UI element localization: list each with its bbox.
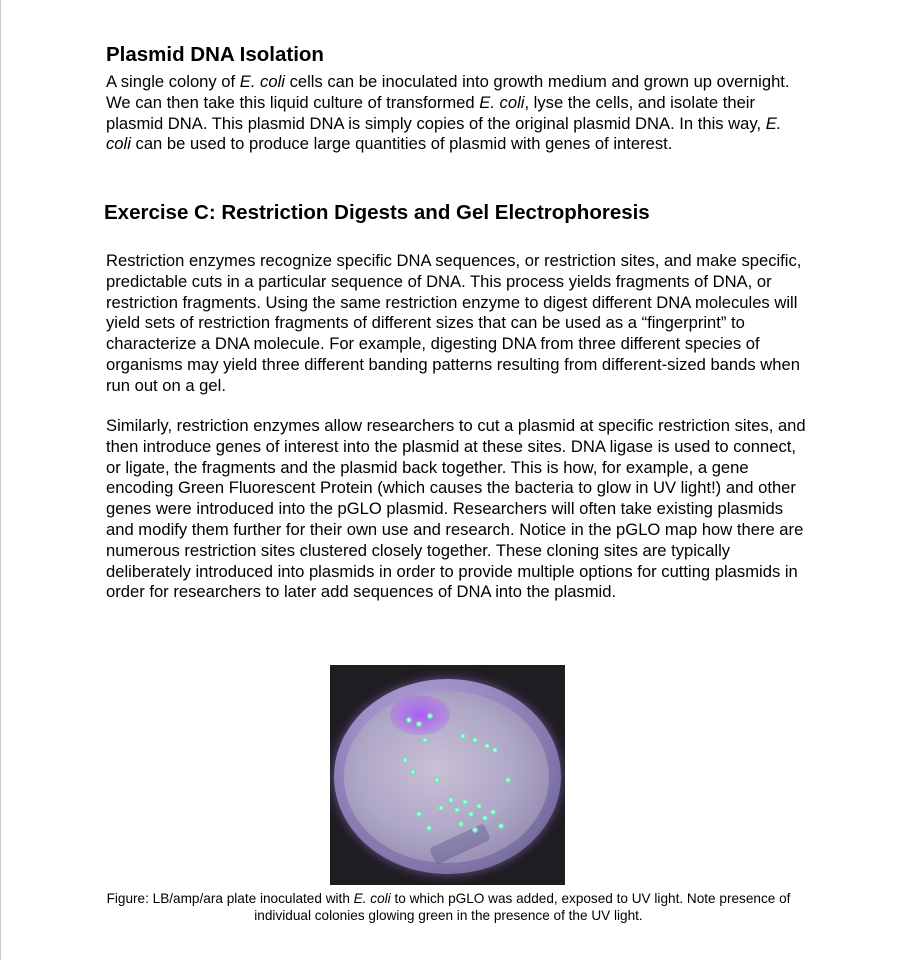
colony bbox=[468, 811, 474, 817]
colony bbox=[462, 799, 468, 805]
colony bbox=[472, 827, 478, 833]
colony bbox=[406, 717, 412, 723]
heading-plasmid-dna-isolation: Plasmid DNA Isolation bbox=[106, 43, 324, 66]
text-run: can be used to produce large quantities of plasmid with genes of interest. bbox=[130, 134, 673, 154]
text-run-italic: E. coli bbox=[479, 92, 525, 112]
page-edge bbox=[0, 0, 1, 960]
text-run: cells can be inoculated into growth medium and grown up overnight. We can then take this liquid culture of transformed bbox=[106, 72, 790, 112]
colony bbox=[490, 809, 496, 815]
colony bbox=[454, 807, 460, 813]
colony bbox=[492, 747, 498, 753]
colony bbox=[416, 811, 422, 817]
colony bbox=[484, 743, 490, 749]
colony bbox=[434, 777, 440, 783]
colony bbox=[438, 805, 444, 811]
colony bbox=[476, 803, 482, 809]
colony bbox=[427, 713, 433, 719]
text-run-italic: E. coli bbox=[239, 72, 285, 91]
uv-glow bbox=[390, 695, 450, 735]
colony bbox=[505, 777, 511, 783]
figure-caption bbox=[100, 890, 797, 924]
colony bbox=[416, 721, 422, 727]
colony bbox=[482, 815, 488, 821]
colony bbox=[422, 737, 428, 743]
colony bbox=[458, 821, 464, 827]
heading-exercise-c: Exercise C: Restriction Digests and Gel Electrophoresis bbox=[104, 201, 650, 224]
paragraph-plasmid-isolation bbox=[106, 72, 806, 155]
colony bbox=[460, 733, 466, 739]
colony bbox=[498, 823, 504, 829]
colony bbox=[410, 769, 416, 775]
text-run: Figure: LB/amp/ara plate inoculated with bbox=[106, 891, 354, 906]
text-run: , lyse the cells, and isolate their plasmid DNA. This plasmid DNA is simply copies of the original plasmid DNA. In this way, bbox=[106, 92, 766, 133]
colony bbox=[426, 825, 432, 831]
paragraph-cloning-sites: Similarly, restriction enzymes allow researchers to cut a plasmid at specific restriction sites, and then introduce genes of interest into the plasmid at these sites. DNA ligase is used to connect, or ligate, the fragments and the plasmid back together. This is how, for example, a gene encoding Green Fluorescent Protein (which causes the bacteria to glow in UV light!) and other genes were introduced into the pGLO plasmid. Researchers will often take existing plasmids and modify them further for their own use and research. Notice in the pGLO map how there are numerous restriction sites clustered closely together. These cloning sites are typically deliberately introduced into plasmids in order to provide multiple options for cutting plasmids in order for researchers to later add sequences of DNA into the plasmid. bbox=[106, 416, 806, 602]
text-run-italic: E. coli bbox=[353, 891, 391, 906]
colony bbox=[448, 797, 454, 803]
paragraph-restriction-enzymes: Restriction enzymes recognize specific DNA sequences, or restriction sites, and make specific, predictable cuts in a particular sequence of DNA. This process yields fragments of DNA, or restriction fragments. Using the same restriction enzyme to digest different DNA molecules will yield sets of restriction fragments of different sizes that can be used as a “fingerprint” to characterize a DNA molecule. For example, digesting DNA from three different species of organisms may yield three different banding patterns resulting from different-sized bands when run out on a gel. bbox=[106, 251, 802, 395]
petri-dish-photo bbox=[330, 665, 565, 885]
text-run-italic: E. coli bbox=[106, 113, 782, 154]
text-run: to which pGLO was added, exposed to UV light. Note presence of individual colonies glowing green in the presence of the UV light. bbox=[254, 891, 791, 923]
colony bbox=[472, 737, 478, 743]
colony bbox=[402, 757, 408, 763]
text-run: A single colony of bbox=[106, 72, 240, 91]
